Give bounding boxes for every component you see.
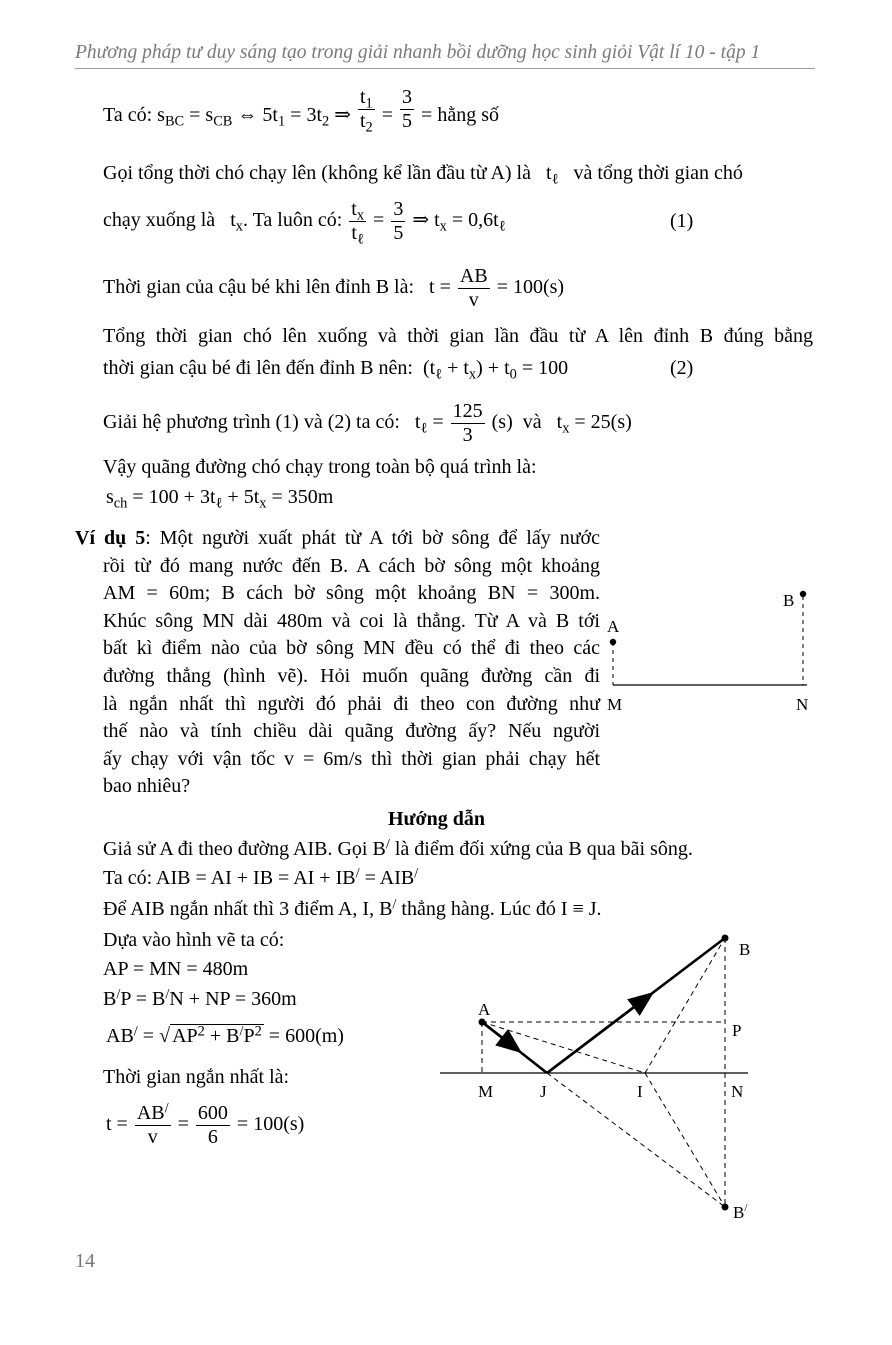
label-n: N xyxy=(731,1082,744,1101)
equation-1: chạy xuống là $t_x$. Ta luôn có: $\frac{t_x}{t_\ell}$ = $\frac{3}{5}$ ⇒ $t_x = 0,6t_\ell$ xyxy=(103,198,506,248)
label-a: A xyxy=(478,1000,491,1019)
guide-line-3: Để AIB ngắn nhất thì 3 điểm A, I, B/ thẳng hàng. Lúc đó I ≡ J. xyxy=(103,896,602,920)
guide-line-5: AP = MN = 480m xyxy=(103,958,249,980)
equation-1-tag: (1) xyxy=(670,210,694,232)
label-p: P xyxy=(732,1021,742,1040)
text-line-7: Vậy quãng đường chó chạy trong toàn bộ quá trình là: xyxy=(103,456,537,478)
equation-solution: Giải hệ phương trình (1) và (2) ta có: $t_\ell$ = $\frac{125}{3}$ (s) và $t_x = 25(s)$ xyxy=(103,400,632,446)
page-number: 14 xyxy=(75,1250,95,1272)
point-b-prime xyxy=(722,1204,729,1211)
guide-line-4: Dựa vào hình vẽ ta có: xyxy=(103,929,285,951)
equation-boy-time: Thời gian của cậu bé khi lên đỉnh B là: t = $\frac{AB}{v}$ = 100(s) xyxy=(103,265,565,311)
point-b xyxy=(722,935,729,942)
figure-river-problem xyxy=(595,580,825,720)
segment-ib xyxy=(645,938,725,1073)
label-j: J xyxy=(540,1082,547,1101)
label-b: B xyxy=(783,591,795,610)
arrow-aj xyxy=(482,1022,518,1050)
label-a: A xyxy=(607,617,620,636)
segment-ib-prime xyxy=(645,1073,725,1207)
header-rule xyxy=(75,68,815,69)
text-line-2: Gọi tổng thời chó chạy lên (không kể lần đầu từ A) là $t_\ell$ và tổng thời gian chó xyxy=(103,162,743,188)
label-b-prime: B/ xyxy=(733,1202,748,1222)
text-line-5a: Tổng thời gian chó lên xuống và thời gian lần đầu từ A lên đỉnh B đúng bằng xyxy=(103,325,813,347)
equation-distance: $s_{ch} = 100 + 3t_\ell + 5t_x = 350m$ xyxy=(106,486,334,512)
label-n: N xyxy=(796,695,809,714)
segment-jb-prime xyxy=(547,1073,725,1207)
point-a xyxy=(610,639,616,645)
label-m: M xyxy=(478,1082,494,1101)
label-i: I xyxy=(637,1082,643,1101)
equation-2-tag: (2) xyxy=(670,357,694,379)
guide-title: Hướng dẫn xyxy=(388,808,486,830)
equation-sbc: Ta có: $s_{BC} = s_{CB}$ ⇔ $5t_1 = 3t_2$ ⇒ $\frac{t_1}{t_2}$ = $\frac{3}{5}$ = hằng số xyxy=(103,86,499,136)
segment-ai xyxy=(482,1022,645,1073)
example-5-problem: Ví dụ 5: Một người xuất phát từ A tới bờ sông để lấy nước rồi từ đó mang nước đến B. A cách bờ sông một khoảng AM = 60m; B cách bờ sông một khoảng BN = 300m. Khúc sông MN dài 480m và coi là thẳng. Từ A và B tới bất kì điểm nào của bờ sông MN đều có thể đi theo các đường thẳng (hình vẽ). Hỏi muốn quãng đường cần đi là ngắn nhất thì người đó phải đi theo con đường như thế nào và tính chiều dài quãng đường ấy? Nếu người ấy chạy với vận tốc v = 6m/s thì thời gian phải chạy hết bao nhiêu? xyxy=(75,527,600,798)
equation-ab-prime: AB/ = √ $AP^2 + B^/P^2 = 600(m)$ xyxy=(106,1023,344,1047)
figure-reflection-solution xyxy=(430,925,830,1230)
running-header: Phương pháp tư duy sáng tạo trong giải nhanh bồi dưỡng học sinh giỏi Vật lí 10 - tập 1 xyxy=(75,42,761,63)
guide-line-8: Thời gian ngắn nhất là: xyxy=(103,1066,290,1088)
guide-line-1: Giả sử A đi theo đường AIB. Gọi B/ là điểm đối xứng của B qua bãi sông. xyxy=(103,836,693,860)
point-b xyxy=(800,591,806,597)
arrow-jb xyxy=(547,995,650,1073)
point-a xyxy=(479,1019,486,1026)
guide-line-2: Ta có: AIB = AI + IB = AI + IB/ = AIB/ xyxy=(103,865,419,889)
guide-line-6: B/P = B/N + NP = 360m xyxy=(103,986,297,1010)
label-m: M xyxy=(607,695,623,714)
equation-2: thời gian cậu bé đi lên đến đỉnh B nên: $(t_\ell + t_x) + t_0 = 100$ xyxy=(103,357,569,383)
equation-min-time: t = $\frac{AB^/}{v}$ = $\frac{600}{6}$ = 100(s) xyxy=(106,1100,305,1148)
label-b: B xyxy=(739,940,751,959)
